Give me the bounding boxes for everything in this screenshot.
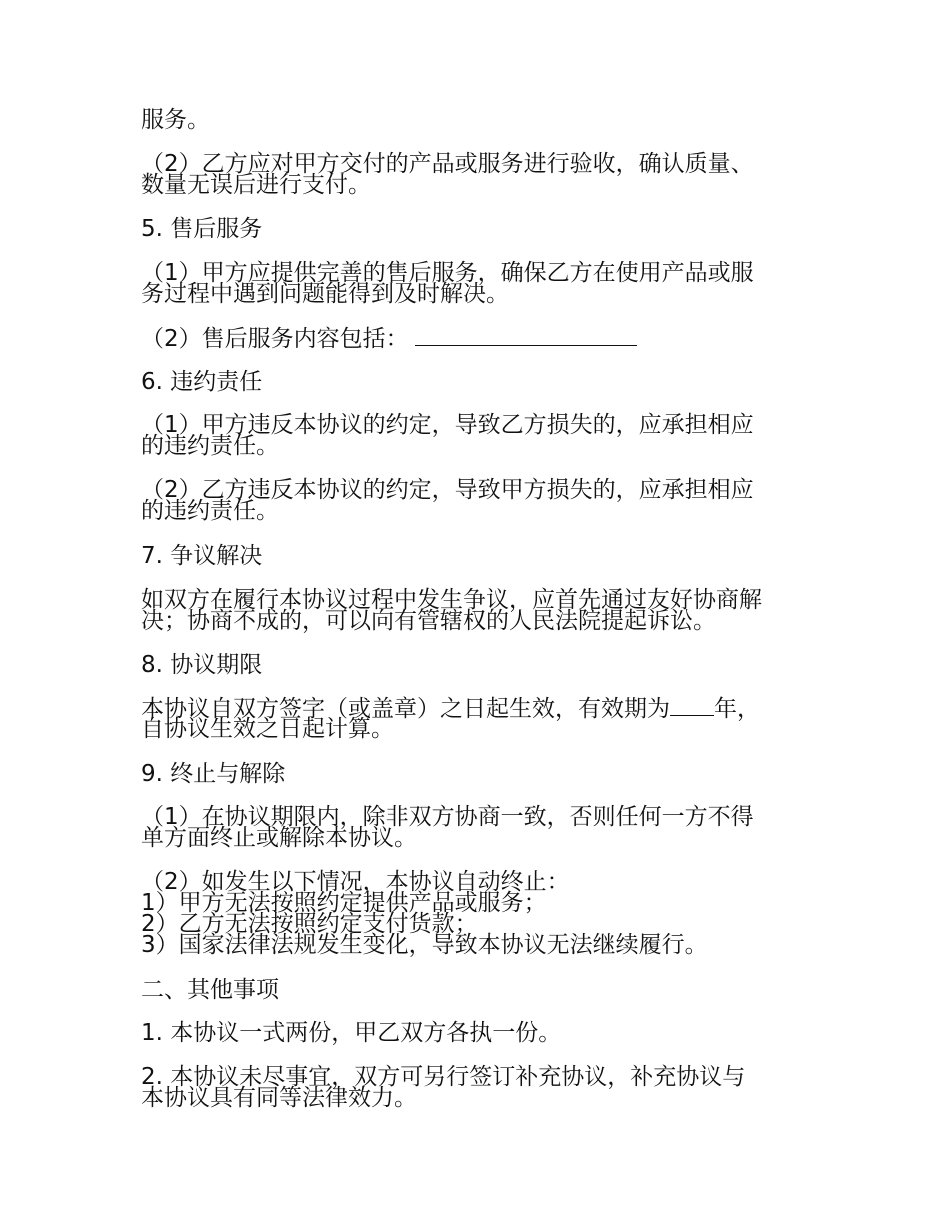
- text-line: 本协议具有同等法律效力。: [141, 1085, 417, 1111]
- text-line: （1）甲方应提供完善的售后服务，确保乙方在使用产品或服: [141, 260, 754, 286]
- text-line: 服务。: [141, 107, 210, 133]
- text-line: （1）甲方违反本协议的约定，导致乙方损失的，应承担相应: [141, 412, 754, 438]
- text-line: 数量无误后进行支付。: [141, 172, 371, 198]
- text-line: （2）乙方违反本协议的约定，导致甲方损失的，应承担相应: [141, 477, 754, 503]
- text-line: [141, 326, 637, 352]
- list-item: 3）国家法律法规发生变化，导致本协议无法继续履行。: [141, 932, 708, 958]
- text-line: （2）乙方应对甲方交付的产品或服务进行验收，确认质量、: [141, 151, 754, 177]
- text-line: 1. 本协议一式两份，甲乙双方各执一份。: [141, 1020, 562, 1046]
- section-heading: 7. 争议解决: [141, 543, 263, 569]
- text-line: 单方面终止或解除本协议。: [141, 825, 417, 851]
- section-heading: 5. 售后服务: [141, 216, 263, 242]
- text-line: 如双方在履行本协议过程中发生争议，应首先通过友好协商解: [141, 587, 762, 613]
- fill-in-blank: [415, 327, 637, 346]
- text-line: （2）如发生以下情况，本协议自动终止：: [141, 869, 570, 895]
- text-line: （1）在协议期限内，除非双方协商一致，否则任何一方不得: [141, 804, 754, 830]
- text-line: 的违约责任。: [141, 498, 279, 524]
- text-span: （2）售后服务内容包括：: [141, 326, 409, 352]
- section-heading: 8. 协议期限: [141, 652, 263, 678]
- section-heading: 9. 终止与解除: [141, 761, 286, 787]
- text-span: 本协议自双方签字（或盖章）之日起生效，有效期为: [141, 696, 670, 722]
- text-span: 年，: [714, 696, 760, 722]
- section-heading: 二、其他事项: [141, 977, 279, 1003]
- text-line: 务过程中遇到问题能得到及时解决。: [141, 281, 509, 307]
- text-line: 的违约责任。: [141, 433, 279, 459]
- fill-in-blank: [670, 697, 714, 716]
- list-item: 2）乙方无法按照约定支付货款；: [141, 911, 478, 937]
- list-item: 1）甲方无法按照约定提供产品或服务；: [141, 890, 547, 916]
- text-line: 决；协商不成的，可以向有管辖权的人民法院提起诉讼。: [141, 608, 716, 634]
- text-line: 2. 本协议未尽事宜，双方可另行签订补充协议，补充协议与: [141, 1064, 746, 1090]
- section-heading: 6. 违约责任: [141, 369, 263, 395]
- text-line: 自协议生效之日起计算。: [141, 716, 394, 742]
